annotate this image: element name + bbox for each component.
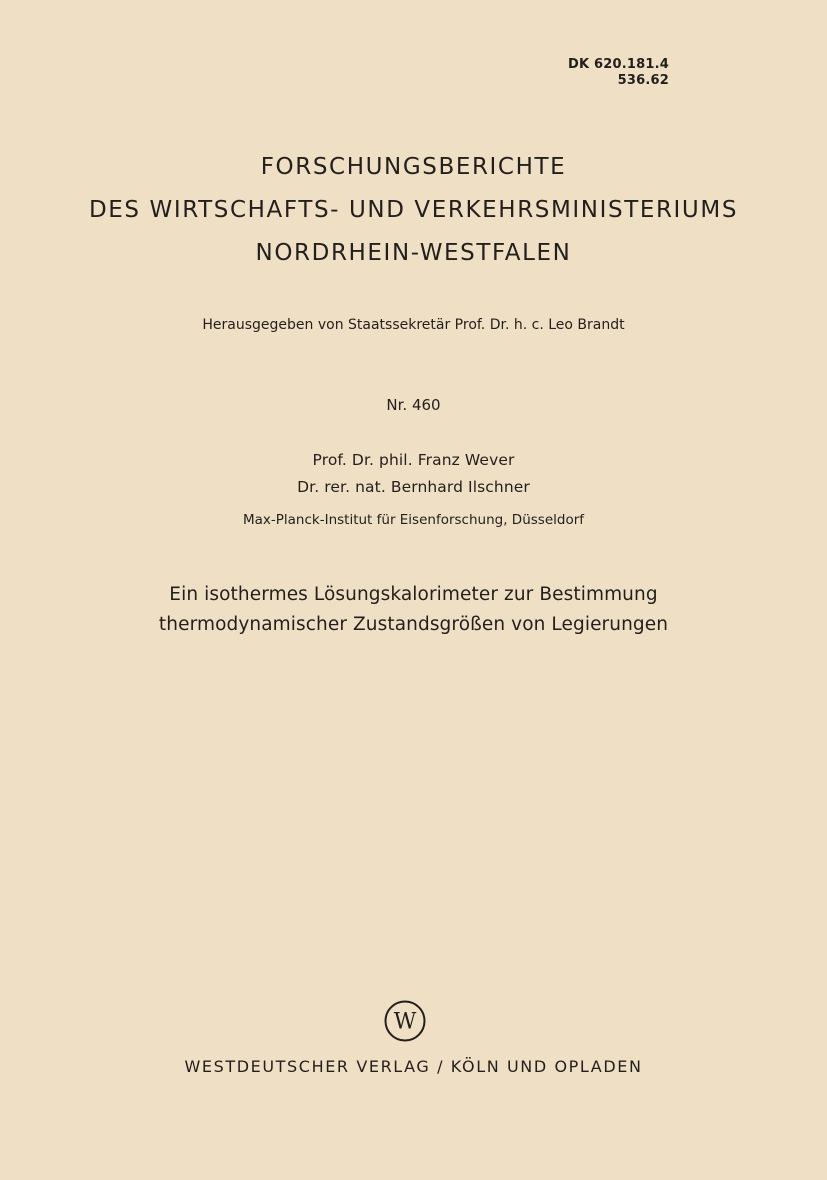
series-title-line-2: DES WIRTSCHAFTS- UND VERKEHRSMINISTERIUMS bbox=[88, 197, 739, 223]
series-title bbox=[0, 146, 827, 275]
series-title-line-1: FORSCHUNGSBERICHTE bbox=[260, 154, 567, 180]
report-number: Nr. 460 bbox=[386, 396, 441, 414]
classification-line-2: 536.62 bbox=[617, 73, 669, 88]
report-title bbox=[0, 580, 827, 640]
report-title-line-1: Ein isothermes Lösungskalorimeter zur Bestimmung bbox=[169, 584, 658, 605]
logo-letter: W bbox=[393, 1009, 417, 1035]
report-title-line-2: thermodynamischer Zustandsgrößen von Legierungen bbox=[158, 614, 669, 635]
classification-code bbox=[568, 57, 669, 89]
publisher: WESTDEUTSCHER VERLAG / KÖLN UND OPLADEN bbox=[184, 1057, 643, 1076]
classification-line-1: DK 620.181.4 bbox=[568, 57, 669, 72]
westdeutscher-verlag-logo-icon bbox=[384, 1000, 426, 1042]
institute: Max-Planck-Institut für Eisenforschung, Düsseldorf bbox=[242, 512, 585, 528]
author-2: Dr. rer. nat. Bernhard Ilschner bbox=[297, 478, 530, 496]
series-title-line-3: NORDRHEIN-WESTFALEN bbox=[255, 240, 572, 266]
author-1: Prof. Dr. phil. Franz Wever bbox=[312, 451, 515, 469]
editor-line: Herausgegeben von Staatssekretär Prof. Dr. h. c. Leo Brandt bbox=[202, 317, 625, 333]
